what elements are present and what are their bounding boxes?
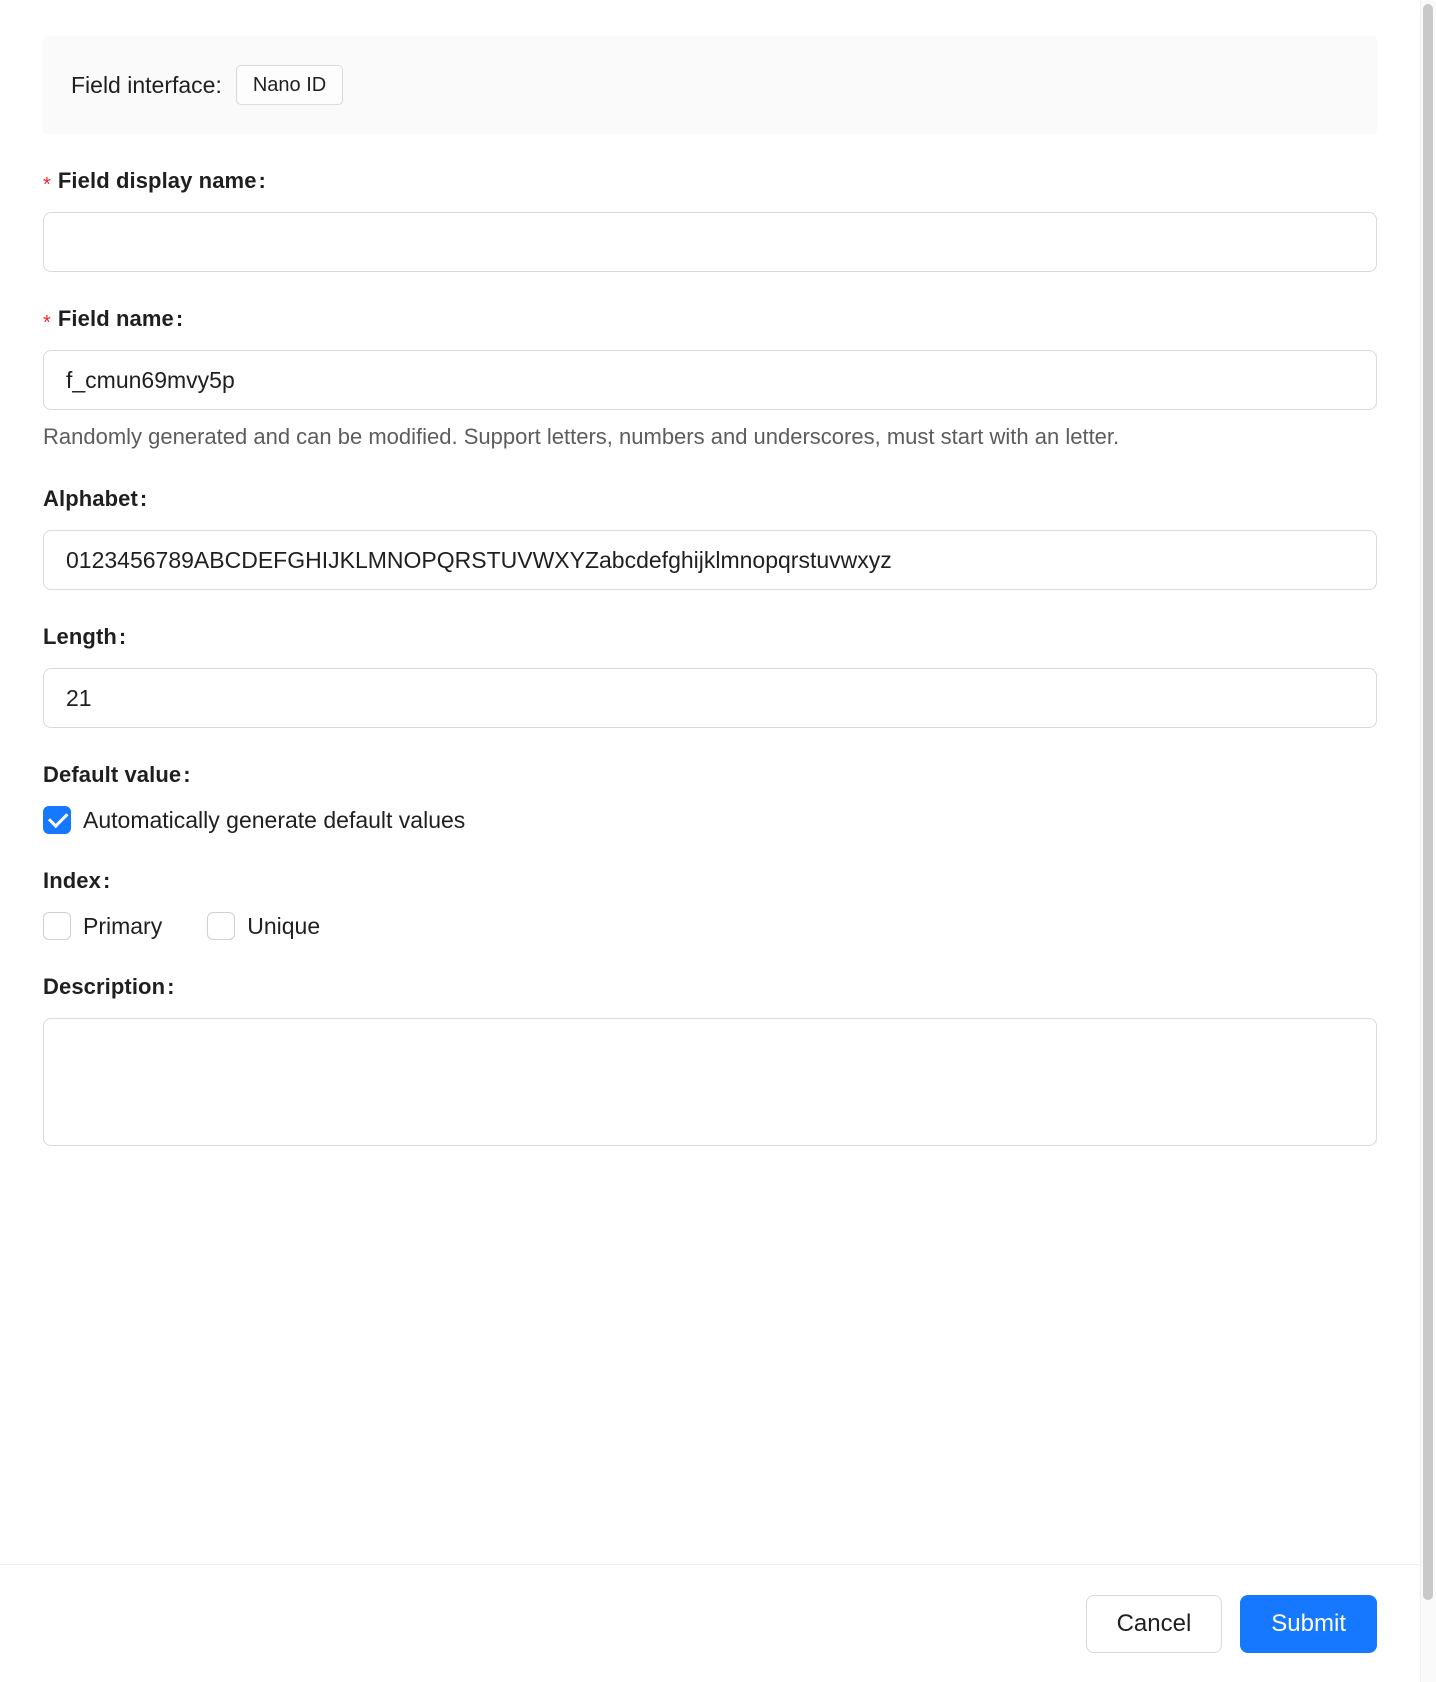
description-textarea[interactable] bbox=[43, 1018, 1377, 1146]
field-display-name-input[interactable] bbox=[43, 212, 1377, 272]
auto-generate-default-row[interactable] bbox=[43, 806, 1377, 834]
cancel-button[interactable]: Cancel bbox=[1086, 1595, 1223, 1653]
field-interface-value-chip: Nano ID bbox=[236, 65, 343, 105]
length-block bbox=[43, 624, 1377, 728]
alphabet-label-text: Alphabet bbox=[43, 486, 138, 512]
label-colon: : bbox=[118, 624, 127, 650]
index-option-unique[interactable] bbox=[207, 912, 320, 940]
field-name-hint: Randomly generated and can be modified. Support letters, numbers and underscores, must start with an letter. bbox=[43, 424, 1120, 449]
length-input[interactable] bbox=[43, 668, 1377, 728]
primary-checkbox[interactable] bbox=[43, 912, 71, 940]
description-block bbox=[43, 974, 1377, 1151]
unique-label: Unique bbox=[247, 912, 321, 939]
label-colon: : bbox=[258, 168, 266, 193]
index-option-primary[interactable] bbox=[43, 912, 162, 940]
field-name-label bbox=[43, 306, 1377, 332]
alphabet-block bbox=[43, 486, 1377, 590]
field-interface-label: Field interface: bbox=[71, 71, 222, 98]
auto-generate-default-checkbox[interactable] bbox=[43, 806, 71, 834]
default-value-block bbox=[43, 762, 1377, 834]
label-colon: : bbox=[183, 762, 191, 788]
field-display-name-label-text: Field display name bbox=[57, 168, 257, 193]
field-name-block bbox=[43, 306, 1377, 452]
label-colon: : bbox=[139, 486, 148, 512]
description-label-text: Description bbox=[43, 974, 166, 1000]
length-label-text: Length bbox=[43, 624, 117, 650]
field-display-name-block bbox=[43, 168, 1377, 272]
default-value-label bbox=[43, 762, 1377, 788]
scrollbar-thumb[interactable] bbox=[1423, 4, 1433, 1600]
vertical-scrollbar[interactable] bbox=[1420, 0, 1436, 1682]
required-marker: * bbox=[43, 174, 51, 196]
label-colon: : bbox=[175, 306, 184, 331]
alphabet-label bbox=[43, 486, 1377, 512]
default-value-label-text: Default value bbox=[43, 762, 182, 788]
primary-label: Primary bbox=[83, 912, 163, 939]
dialog-footer bbox=[0, 1564, 1420, 1682]
field-interface-bar bbox=[43, 36, 1377, 134]
required-marker: * bbox=[43, 312, 51, 334]
label-colon: : bbox=[167, 974, 175, 1000]
index-options bbox=[43, 912, 1377, 940]
index-label-text: Index bbox=[43, 868, 101, 894]
index-block bbox=[43, 868, 1377, 940]
field-display-name-label bbox=[43, 168, 1377, 194]
field-name-input[interactable] bbox=[43, 350, 1377, 410]
description-label bbox=[43, 974, 1377, 1000]
length-label bbox=[43, 624, 1377, 650]
index-label bbox=[43, 868, 1377, 894]
field-form bbox=[0, 168, 1420, 1151]
label-colon: : bbox=[102, 868, 111, 894]
submit-button[interactable]: Submit bbox=[1240, 1595, 1377, 1653]
auto-generate-default-label: Automatically generate default values bbox=[83, 806, 466, 833]
alphabet-input[interactable] bbox=[43, 530, 1377, 590]
field-name-label-text: Field name bbox=[57, 306, 174, 331]
unique-checkbox[interactable] bbox=[207, 912, 235, 940]
